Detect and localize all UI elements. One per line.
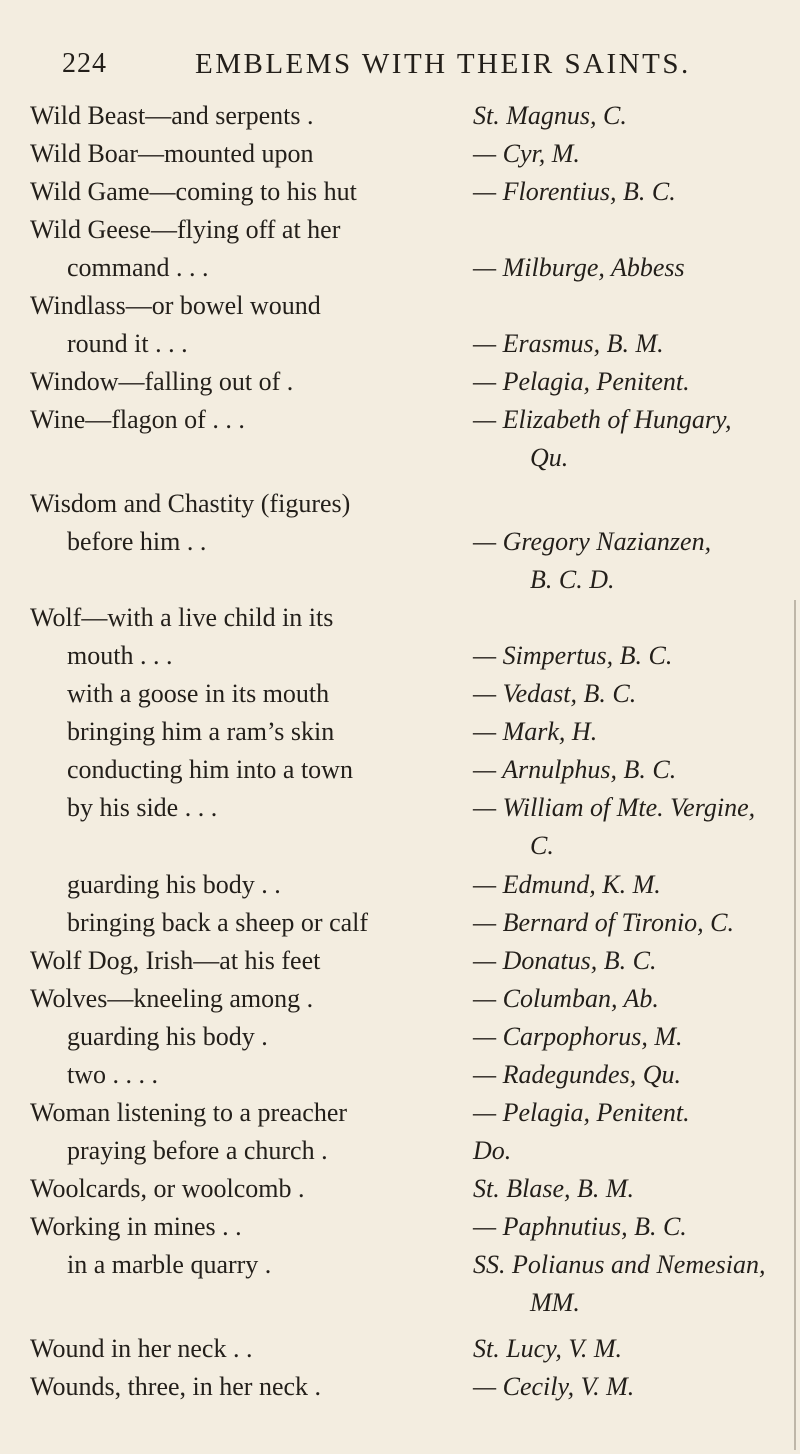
entry-line: [0, 980, 800, 1018]
saint-text: — Radegundes, Qu.: [473, 1060, 681, 1089]
entry-line: [0, 363, 800, 401]
emblem-text: Wound in her neck . .: [30, 1334, 253, 1363]
entry-line: [0, 1170, 800, 1208]
entry-line: [0, 789, 800, 827]
emblem-text: Wisdom and Chastity (figures): [30, 489, 351, 518]
saint-text: B. C. D.: [530, 565, 615, 594]
saint-text: Qu.: [530, 443, 569, 472]
emblem-text: Wolves—kneeling among .: [30, 984, 314, 1013]
emblem-text: bringing back a sheep or calf: [67, 908, 369, 937]
entry-line: [0, 287, 800, 325]
entry-line: [0, 866, 800, 904]
saint-text: — Carpophorus, M.: [473, 1022, 683, 1051]
emblem-text: Woman listening to a preacher: [30, 1098, 348, 1127]
entry-line: [0, 751, 800, 789]
emblem-text: Wild Boar—mounted upon: [30, 139, 314, 168]
saint-text: St. Magnus, C.: [473, 101, 627, 130]
entry-line: [0, 1246, 800, 1284]
entry-line: [0, 485, 800, 523]
emblem-text: before him . .: [67, 527, 207, 556]
saint-text: — Arnulphus, B. C.: [473, 755, 677, 784]
emblem-text: Wolf—with a live child in its: [30, 603, 334, 632]
emblem-text: guarding his body .: [67, 1022, 268, 1051]
page-number: 224: [62, 48, 107, 79]
saint-text: St. Blase, B. M.: [473, 1174, 635, 1203]
entry-line: [0, 173, 800, 211]
saint-text: — Gregory Nazianzen,: [473, 527, 712, 556]
emblem-text: by his side . . .: [67, 793, 218, 822]
emblem-text: Wounds, three, in her neck .: [30, 1372, 322, 1401]
emblem-text: Windlass—or bowel wound: [30, 291, 321, 320]
entry-line: [0, 942, 800, 980]
saint-text: — Vedast, B. C.: [473, 679, 637, 708]
entry-line: [0, 249, 800, 287]
emblem-text: Window—falling out of .: [30, 367, 294, 396]
emblem-text: in a marble quarry .: [67, 1250, 272, 1279]
saint-text: — Simpertus, B. C.: [473, 641, 673, 670]
emblem-text: Working in mines . .: [30, 1212, 242, 1241]
entry-line: [0, 1094, 800, 1132]
emblem-text: round it . . .: [67, 329, 188, 358]
saint-text: — Elizabeth of Hungary,: [473, 405, 732, 434]
saint-text: C.: [530, 831, 554, 860]
emblem-text: Wolf Dog, Irish—at his feet: [30, 946, 321, 975]
emblem-text: Wild Beast—and serpents .: [30, 101, 314, 130]
emblem-text: command . . .: [67, 253, 209, 282]
saint-text: — Cecily, V. M.: [473, 1372, 635, 1401]
entry-line: [0, 1284, 800, 1322]
entry-line: [0, 675, 800, 713]
entry-line: [0, 599, 800, 637]
entry-line: [0, 713, 800, 751]
entry-line: [0, 1208, 800, 1246]
saint-text: — Mark, H.: [473, 717, 598, 746]
entry-line: [0, 401, 800, 439]
page-header: [0, 48, 800, 88]
saint-text: — Florentius, B. C.: [473, 177, 676, 206]
saint-text: — Erasmus, B. M.: [473, 329, 664, 358]
entry-line: [0, 827, 800, 865]
entry-line: [0, 211, 800, 249]
emblem-text: with a goose in its mouth: [67, 679, 330, 708]
emblem-text: Wild Geese—flying off at her: [30, 215, 341, 244]
saint-text: SS. Polianus and Nemesian,: [473, 1250, 766, 1279]
saint-text: — Milburge, Abbess: [473, 253, 685, 282]
entry-line: [0, 1330, 800, 1368]
entry-line: [0, 637, 800, 675]
saint-text: — Pelagia, Penitent.: [473, 1098, 690, 1127]
page-edge-shadow: [794, 600, 796, 1450]
saint-text: — Cyr, M.: [473, 139, 580, 168]
saint-text: — William of Mte. Vergine,: [473, 793, 756, 822]
emblem-text: Wine—flagon of . . .: [30, 405, 245, 434]
entry-line: [0, 1368, 800, 1406]
saint-text: — Paphnutius, B. C.: [473, 1212, 687, 1241]
entry-line: [0, 904, 800, 942]
entry-line: [0, 97, 800, 135]
emblem-text: guarding his body . .: [67, 870, 281, 899]
saint-text: — Pelagia, Penitent.: [473, 367, 690, 396]
running-head: EMBLEMS WITH THEIR SAINTS.: [195, 48, 691, 80]
emblem-text: conducting him into a town: [67, 755, 353, 784]
saint-text: — Edmund, K. M.: [473, 870, 661, 899]
emblem-text: Woolcards, or woolcomb .: [30, 1174, 305, 1203]
saint-text: MM.: [530, 1288, 580, 1317]
entry-line: [0, 439, 800, 477]
emblem-text: two . . . .: [67, 1060, 158, 1089]
entry-line: [0, 1132, 800, 1170]
saint-text: St. Lucy, V. M.: [473, 1334, 623, 1363]
saint-text: — Columban, Ab.: [473, 984, 659, 1013]
entry-line: [0, 1056, 800, 1094]
emblem-text: mouth . . .: [67, 641, 173, 670]
saint-text: — Donatus, B. C.: [473, 946, 657, 975]
entry-line: [0, 325, 800, 363]
entry-line: [0, 561, 800, 599]
emblem-text: Wild Game—coming to his hut: [30, 177, 357, 206]
saint-text: Do.: [473, 1136, 512, 1165]
entry-line: [0, 135, 800, 173]
entry-line: [0, 523, 800, 561]
entry-line: [0, 1018, 800, 1056]
emblem-text: bringing him a ram’s skin: [67, 717, 335, 746]
saint-text: — Bernard of Tironio, C.: [473, 908, 735, 937]
emblem-text: praying before a church .: [67, 1136, 328, 1165]
